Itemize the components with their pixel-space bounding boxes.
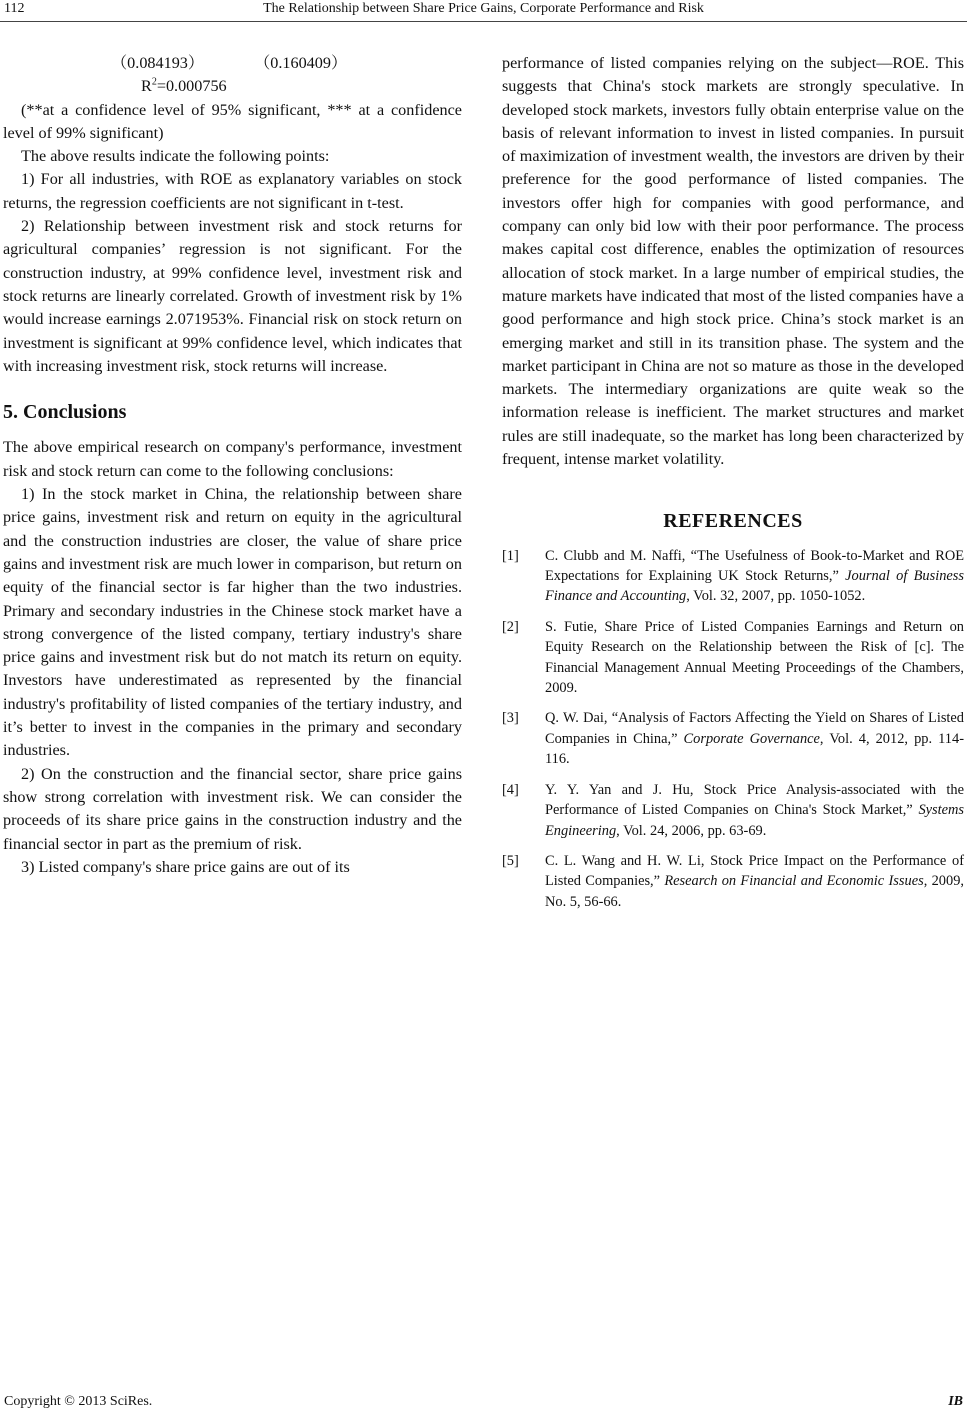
left-column — [3, 52, 462, 879]
reference-item: [5] C. L. Wang and H. W. Li, Stock Price Impact on the Performance of Listed Companies,” Research on Financial and Economic Issues, 2009, No. 5, 56-66. — [502, 852, 964, 910]
reference-list — [502, 546, 964, 913]
right-column — [502, 52, 964, 922]
reference-item: [4] Y. Y. Yan and J. Hu, Stock Price Analysis-associated with the Performance of Listed Companies on China's Stock Market,” Systems Engineering, Vol. 24, 2006, pp. 63-69. — [502, 781, 964, 839]
conclusions-intro: The above empirical research on company's performance, investment risk and stock return can come to the following conclusions: — [3, 438, 462, 480]
conclusion-3-continued: performance of listed companies relying on the subject—ROE. This suggests that China's stock markets are strongly speculative. In developed stock markets, investors fully obtain enterprise value on the basis of relevant information to invest in listed companies. In pursuit of maximization of investment wealth, the investors are driven by their preference for the good performance of listed companies. The investors offer high for companies with good performance, and company can only bid low with their poor performance. The process makes capital cost difference, enables the optimization of resources allocation of stock market. In a large number of empirical studies, the mature markets have indicated that most of the listed companies have a good performance and high stock price. China’s stock market is an emerging market and still in its transition phase. The system and the market participant in China are not so mature as those in the developed markets. The intermediary organizations are quite weak so the information release is inefficient. The market structures and market rules are still inadequate, so the market has long been characterized by frequent, intense market volatility. — [502, 54, 964, 469]
page-header — [0, 0, 967, 20]
significance-note: (**at a confidence level of 95% significant, *** at a confidence level of 99% significant) — [3, 100, 462, 142]
header-rule — [0, 21, 967, 22]
page-number: 112 — [4, 1, 25, 16]
standard-error-1: （0.084193） — [111, 54, 205, 72]
reference-item: [2] S. Futie, Share Price of Listed Companies Earnings and Return on Equity Research on the Relationship between the Risk of [c]. The Financial Management Annual Meeting Proceedings of the Chambers, 2009. — [502, 618, 964, 697]
result-point-2: 2) Relationship between investment risk and stock returns for agricultural companies’ regression is not significant. For the construction industry, at 99% confidence level, investment risk and stock returns are linearly correlated. Growth of investment risk by 1% would increase earnings 2.071953%. Financial risk on stock return on investment is significant at 99% confidence level, which indicates that with increasing investment risk, stock returns will increase. — [3, 217, 462, 375]
section-heading-conclusions: 5. Conclusions — [3, 401, 127, 424]
running-title: The Relationship between Share Price Gains, Corporate Performance and Risk — [263, 1, 704, 16]
references-heading: REFERENCES — [663, 510, 803, 533]
r-squared-value: =0.000756 — [156, 77, 227, 96]
conclusion-2: 2) On the construction and the financial sector, share price gains show strong correlation with investment risk. We can consider the proceeds of its share price gains in the construction industry and the financial sector in part as the premium of risk. — [3, 764, 462, 853]
result-point-1: 1) For all industries, with ROE as explanatory variables on stock returns, the regression coefficients are not significant in t-test. — [3, 170, 462, 212]
copyright-notice: Copyright © 2013 SciRes. — [4, 1394, 153, 1409]
r-squared-line: $R^2=0.000756$ — [141, 76, 227, 96]
conclusion-3-start: 3) Listed company's share price gains are out of its — [21, 857, 350, 876]
standard-error-2: （0.160409） — [254, 54, 348, 72]
reference-item: [1] C. Clubb and M. Naffi, “The Usefulness of Book-to-Market and ROE Expectations for Explaining UK Stock Returns,” Journal of Business Finance and Accounting, Vol. 32, 2007, pp. 1050-1052. — [502, 547, 964, 605]
standard-errors-line — [3, 52, 462, 75]
reference-item: [3] Q. W. Dai, “Analysis of Factors Affecting the Yield on Shares of Listed Companies in China,” Corporate Governance, Vol. 4, 2012, pp. 114-116. — [502, 710, 964, 768]
conclusion-1: 1) In the stock market in China, the relationship between share price gains, investment risk and return on equity in the agricultural and the construction industries are closer, the value of share price gains and investment risk are much lower in comparison, but return on equity of the financial sector is far higher than the two industries. Primary and secondary industries in the Chinese stock market have a strong convergence of the listed company, tertiary industry's share price gains and investment risk but do not match its return on equity. Investors have underestimated as represented by the financial industry's profitability of listed companies of the tertiary industry, and it’s better to invest in the companies in the primary and secondary industries. — [3, 485, 462, 760]
journal-abbreviation: IB — [948, 1394, 963, 1409]
results-intro: The above results indicate the following points: — [21, 147, 330, 166]
